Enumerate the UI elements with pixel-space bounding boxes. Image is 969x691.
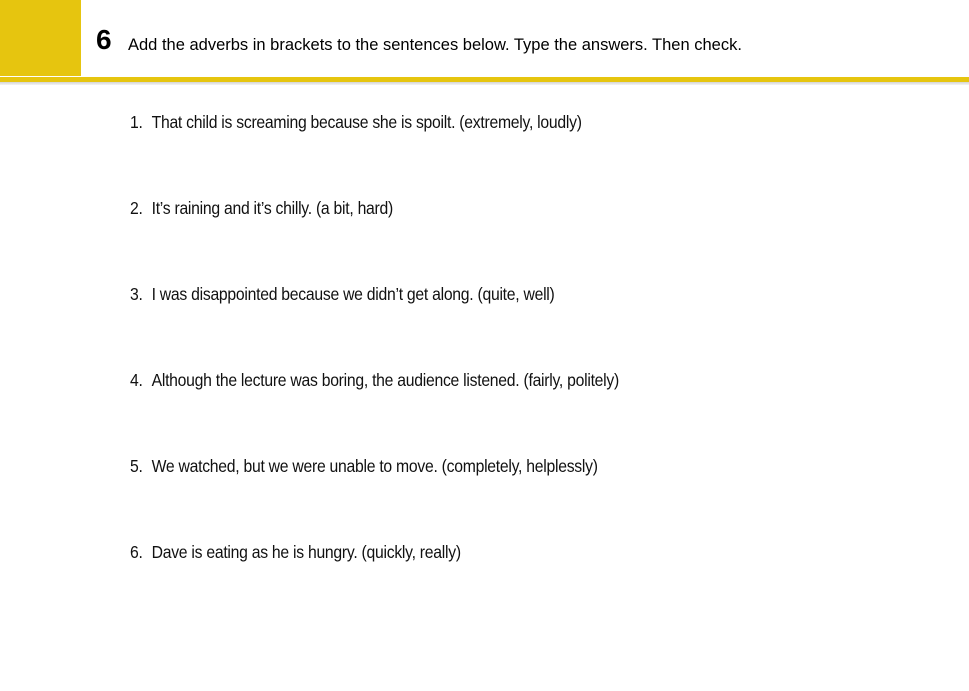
sentence-list	[130, 111, 673, 627]
item-number: 1.	[130, 112, 143, 132]
exercise-number: 6	[96, 24, 112, 55]
item-number: 4.	[130, 370, 143, 390]
list-item	[130, 197, 619, 283]
item-number: 2.	[130, 198, 143, 218]
item-text: Although the lecture was boring, the audience listened. (fairly, politely)	[151, 370, 619, 390]
list-item	[130, 111, 619, 197]
list-item	[130, 283, 619, 369]
item-number: 6.	[130, 542, 143, 562]
list-item	[130, 369, 619, 455]
item-text: Dave is eating as he is hungry. (quickly, really)	[151, 542, 461, 562]
item-text: That child is screaming because she is spoilt. (extremely, loudly)	[151, 112, 582, 132]
header-shadow	[0, 82, 969, 85]
item-text: It’s raining and it’s chilly. (a bit, hard)	[151, 198, 393, 218]
item-text: We watched, but we were unable to move. (completely, helplessly)	[151, 456, 598, 476]
item-number: 3.	[130, 284, 143, 304]
exercise-header	[0, 0, 969, 78]
list-item	[130, 541, 619, 627]
item-number: 5.	[130, 456, 143, 476]
yellow-accent-block	[0, 0, 81, 76]
exercise-instruction: Add the adverbs in brackets to the sentences below. Type the answers. Then check.	[128, 36, 742, 54]
item-text: I was disappointed because we didn’t get along. (quite, well)	[151, 284, 555, 304]
list-item	[130, 455, 619, 541]
